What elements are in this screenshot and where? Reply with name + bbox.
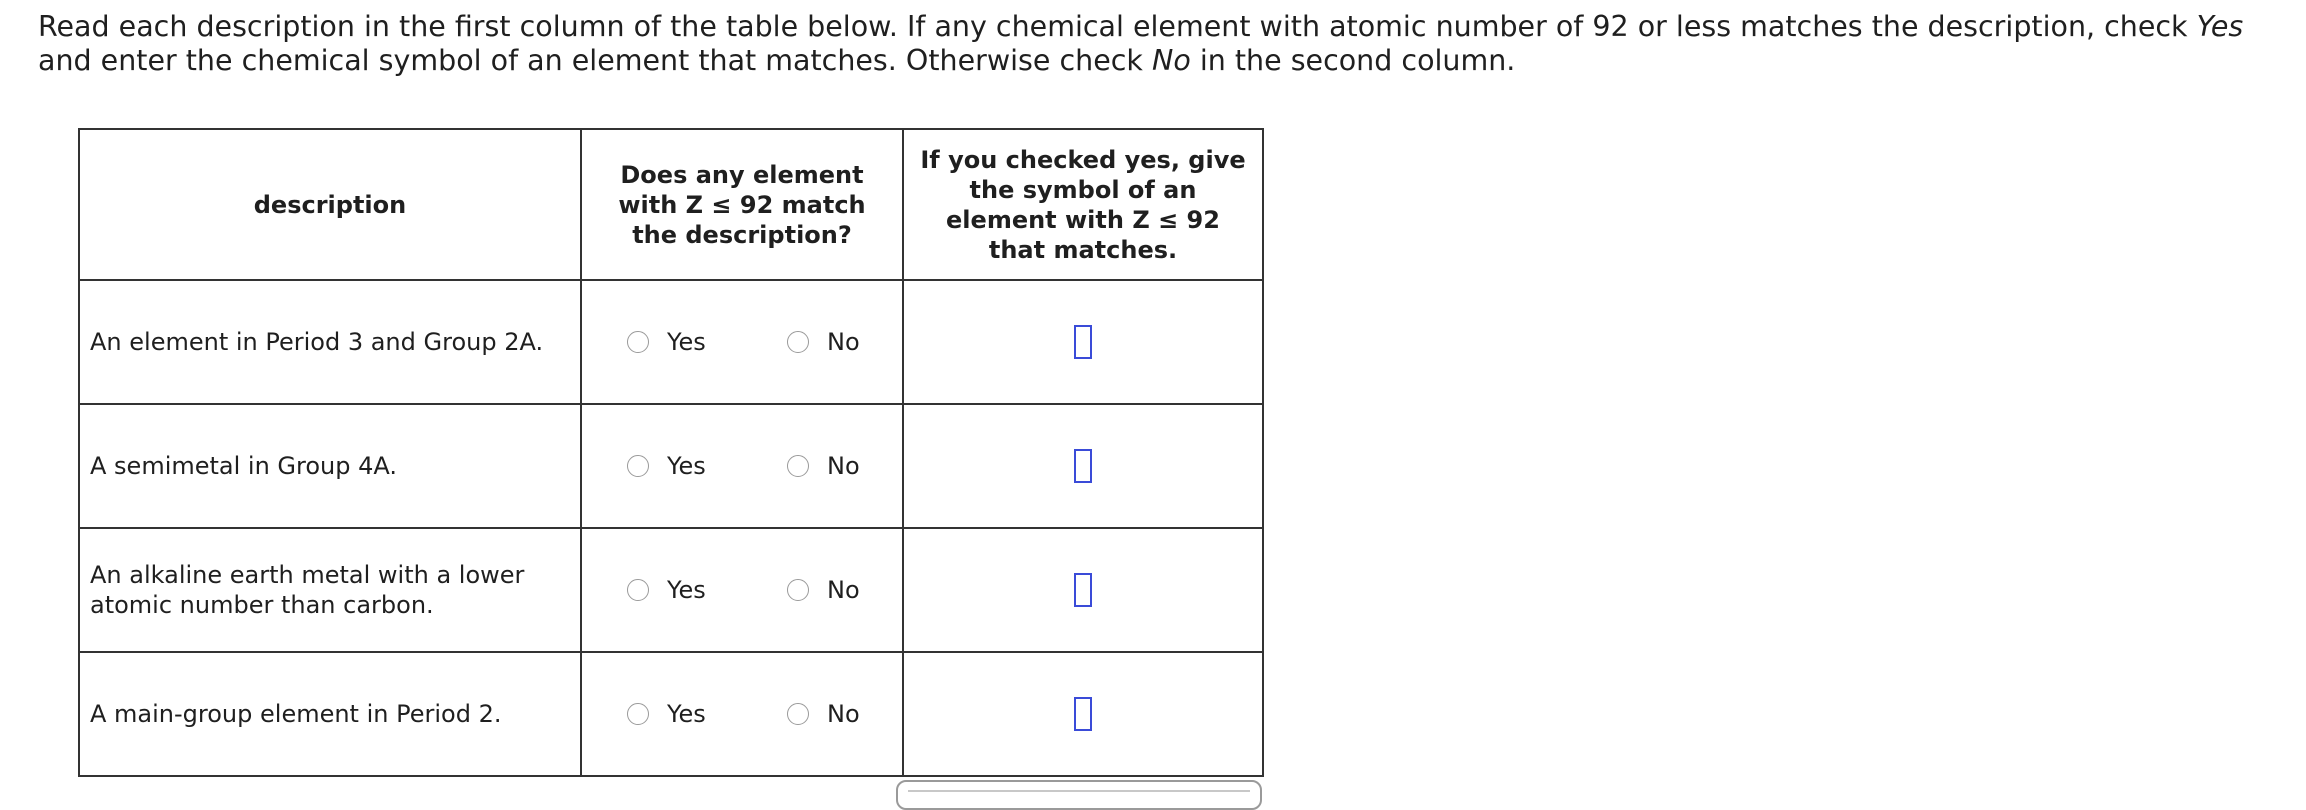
no-radio[interactable] (787, 331, 809, 353)
yes-label: Yes (667, 700, 706, 728)
yes-label: Yes (667, 576, 706, 604)
no-label: No (827, 700, 860, 728)
question-table (78, 128, 1264, 777)
row-answer-cell (903, 528, 1263, 652)
table-row (79, 528, 1263, 652)
radio-group (583, 322, 901, 362)
instructions-part-1: Read each description in the first column of the table below. If any chemical element with atomic number of 92 or less matches the description, check (38, 10, 2197, 43)
row-radio-cell (581, 280, 903, 404)
no-label: No (827, 452, 860, 480)
no-option[interactable] (787, 694, 860, 734)
table-row (79, 652, 1263, 776)
instructions-text (38, 10, 2300, 78)
no-option[interactable] (787, 322, 860, 362)
yes-radio[interactable] (627, 579, 649, 601)
symbol-input[interactable] (1074, 449, 1092, 483)
table-row (79, 280, 1263, 404)
header-symbol-instruction: If you checked yes, give the symbol of an element with Z ≤ 92 that matches. (903, 129, 1263, 280)
row-description: A semimetal in Group 4A. (79, 404, 581, 528)
no-option[interactable] (787, 570, 860, 610)
table-row (79, 404, 1263, 528)
no-radio[interactable] (787, 703, 809, 725)
yes-option[interactable] (627, 694, 706, 734)
yes-option[interactable] (627, 322, 706, 362)
row-description: An element in Period 3 and Group 2A. (79, 280, 581, 404)
no-label: No (827, 576, 860, 604)
instructions-part-2: and enter the chemical symbol of an element that matches. Otherwise check (38, 44, 1152, 77)
symbol-input[interactable] (1074, 697, 1092, 731)
yes-option[interactable] (627, 446, 706, 486)
header-row (79, 129, 1263, 280)
header-description: description (79, 129, 581, 280)
instructions-part-3: in the second column. (1190, 44, 1516, 77)
symbol-input[interactable] (1074, 325, 1092, 359)
header-match-question: Does any element with Z ≤ 92 match the description? (581, 129, 903, 280)
symbol-input[interactable] (1074, 573, 1092, 607)
no-label: No (827, 328, 860, 356)
row-radio-cell (581, 528, 903, 652)
no-radio[interactable] (787, 455, 809, 477)
row-radio-cell (581, 652, 903, 776)
row-answer-cell (903, 404, 1263, 528)
yes-radio[interactable] (627, 455, 649, 477)
instructions-yes-word: Yes (2196, 10, 2244, 43)
yes-label: Yes (667, 328, 706, 356)
yes-option[interactable] (627, 570, 706, 610)
radio-group (583, 446, 901, 486)
answer-toolbar-panel (896, 780, 1262, 810)
no-radio[interactable] (787, 579, 809, 601)
instructions-no-word: No (1152, 44, 1191, 77)
yes-radio[interactable] (627, 331, 649, 353)
row-radio-cell (581, 404, 903, 528)
row-answer-cell (903, 652, 1263, 776)
row-description: An alkaline earth metal with a lower atomic number than carbon. (79, 528, 581, 652)
yes-label: Yes (667, 452, 706, 480)
yes-radio[interactable] (627, 703, 649, 725)
radio-group (583, 570, 901, 610)
radio-group (583, 694, 901, 734)
no-option[interactable] (787, 446, 860, 486)
row-description: A main-group element in Period 2. (79, 652, 581, 776)
row-answer-cell (903, 280, 1263, 404)
